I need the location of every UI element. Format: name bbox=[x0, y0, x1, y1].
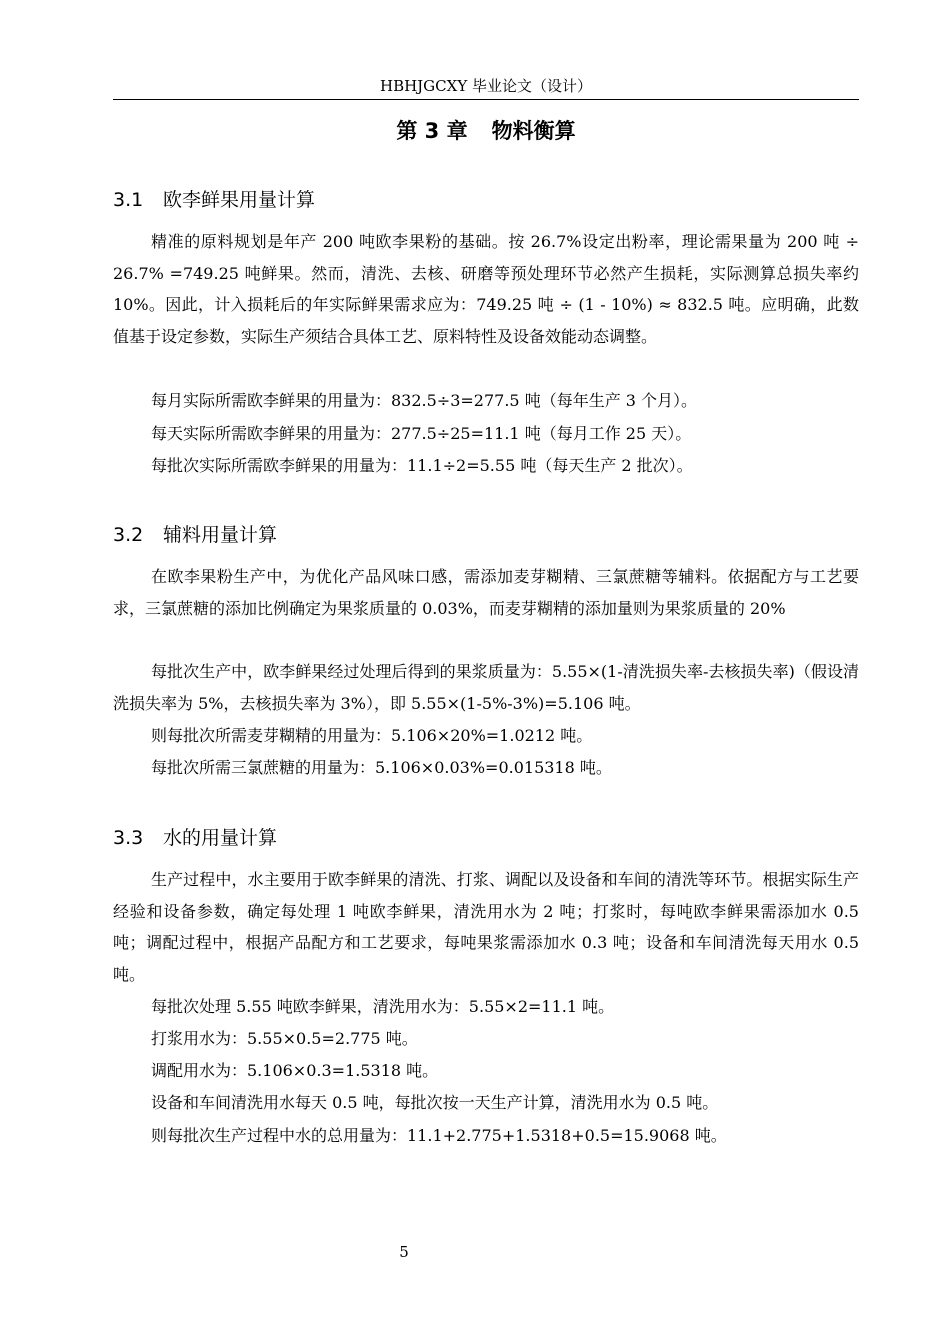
section-title: 辅料用量计算 bbox=[163, 524, 278, 546]
calc-line: 每月实际所需欧李鲜果的用量为：832.5÷3=277.5 吨（每年生产 3 个月）。 bbox=[151, 391, 698, 410]
section-number: 3.1 bbox=[113, 189, 144, 211]
section-heading-3-2 bbox=[113, 520, 277, 550]
chapter-title bbox=[113, 115, 859, 147]
paragraph: 生产过程中，水主要用于欧李鲜果的清洗、打浆、调配以及设备和车间的清洗等环节。根据实际生产经验和设备参数，确定每处理 1 吨欧李鲜果，清洗用水为 2 吨；打浆时，每吨欧李鲜果需添加水 0.5 吨；调配过程中，根据产品配方和工艺要求，每吨果浆需添加水 0.3 吨；设备和车间清洗每天用水 0.5 吨。 bbox=[113, 870, 859, 985]
calc-line: 则每批次生产过程中水的总用量为：11.1+2.775+1.5318+0.5=15.9068 吨。 bbox=[151, 1126, 727, 1145]
section-heading-3-3 bbox=[113, 823, 277, 853]
section-title: 欧李鲜果用量计算 bbox=[163, 189, 316, 211]
calc-line: 每批次处理 5.55 吨欧李鲜果，清洗用水为：5.55×2=11.1 吨。 bbox=[151, 997, 615, 1016]
chapter-number: 第 3 章 bbox=[396, 119, 468, 143]
calc-line: 每批次实际所需欧李鲜果的用量为：11.1÷2=5.55 吨（每天生产 2 批次）。 bbox=[151, 456, 693, 475]
calc-line: 则每批次所需麦芽糊精的用量为：5.106×20%=1.0212 吨。 bbox=[151, 726, 593, 745]
section-number: 3.2 bbox=[113, 524, 144, 546]
paragraph: 精准的原料规划是年产 200 吨欧李果粉的基础。按 26.7%设定出粉率，理论需果量为 200 吨 ÷ 26.7% =749.25 吨鲜果。然而，清洗、去核、研磨等预处理环节必然产生损耗，实际测算总损失率约 10%。因此，计入损耗后的年实际鲜果需求应为：749.25 吨 ÷ (1 - 10%) ≈ 832.5 吨。应明确，此数值基于设定参数，实际生产须结合具体工艺、原料特性及设备效能动态调整。 bbox=[113, 232, 859, 347]
chapter-name: 物料衡算 bbox=[491, 119, 576, 143]
calc-line: 每天实际所需欧李鲜果的用量为：277.5÷25=11.1 吨（每月工作 25 天）。 bbox=[151, 424, 692, 443]
calc-line: 每批次所需三氯蔗糖的用量为：5.106×0.03%=0.015318 吨。 bbox=[151, 758, 612, 777]
header-rule bbox=[113, 99, 859, 100]
calc-line: 打浆用水为：5.55×0.5=2.775 吨。 bbox=[151, 1029, 418, 1048]
running-header: HBHJGCXY 毕业论文（设计） bbox=[379, 77, 592, 95]
section-number: 3.3 bbox=[113, 827, 144, 849]
calc-line: 调配用水为：5.106×0.3=1.5318 吨。 bbox=[151, 1061, 439, 1080]
paragraph: 在欧李果粉生产中，为优化产品风味口感，需添加麦芽糊精、三氯蔗糖等辅料。依据配方与工艺要求，三氯蔗糖的添加比例确定为果浆质量的 0.03%，而麦芽糊精的添加量则为果浆质量的 20% bbox=[113, 567, 859, 618]
paragraph: 每批次生产中，欧李鲜果经过处理后得到的果浆质量为：5.55×(1-清洗损失率-去核损失率)（假设清洗损失率为 5%，去核损失率为 3%），即 5.55×(1-5%-3%)=5.106 吨。 bbox=[113, 662, 859, 713]
section-title: 水的用量计算 bbox=[163, 827, 278, 849]
calc-line: 设备和车间清洗用水每天 0.5 吨，每批次按一天生产计算，清洗用水为 0.5 吨。 bbox=[151, 1093, 719, 1112]
section-heading-3-1 bbox=[113, 185, 315, 215]
page-number: 5 bbox=[399, 1243, 409, 1261]
